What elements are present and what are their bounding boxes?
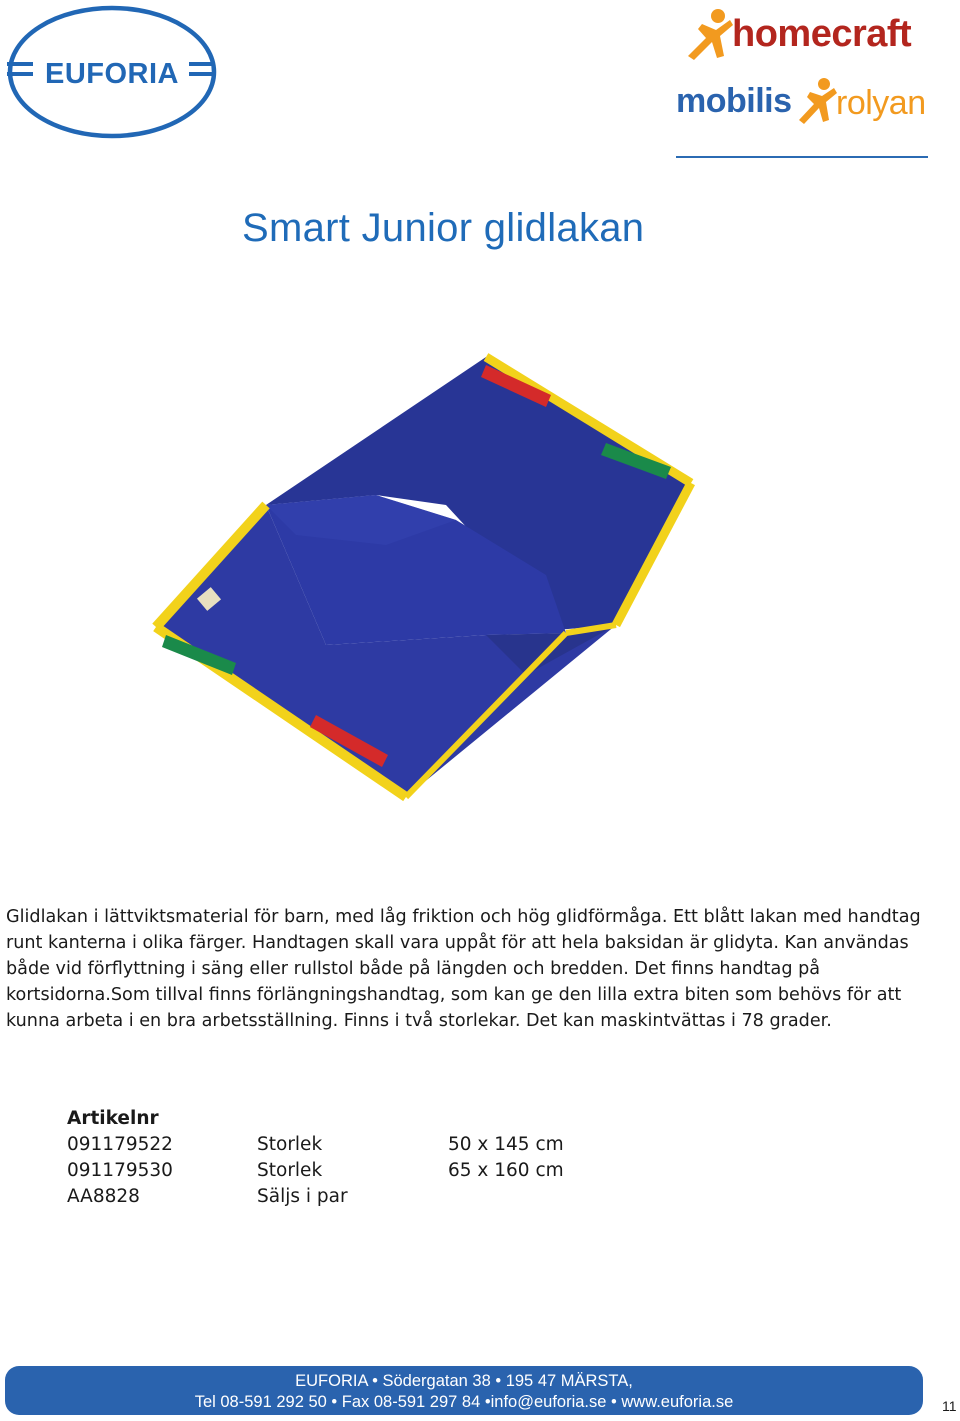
homecraft-logo-text: homecraft bbox=[732, 13, 912, 55]
euforia-logo bbox=[5, 4, 217, 140]
product-photo bbox=[126, 345, 751, 823]
article-value: 65 x 160 cm bbox=[448, 1160, 564, 1181]
person-figure-icon bbox=[799, 78, 837, 124]
article-number: 091179530 bbox=[67, 1160, 173, 1181]
article-value: 50 x 145 cm bbox=[448, 1134, 564, 1155]
table-row bbox=[67, 1132, 564, 1158]
footer-address: EUFORIA • Södergatan 38 • 195 47 MÄRSTA, bbox=[295, 1372, 633, 1390]
footer-contact: Tel 08-591 292 50 • Fax 08-591 297 84 •info@euforia.se • www.euforia.se bbox=[194, 1393, 734, 1411]
person-figure-icon bbox=[688, 9, 733, 60]
table-row bbox=[67, 1158, 564, 1184]
article-label: Säljs i par bbox=[257, 1186, 348, 1207]
article-label: Storlek bbox=[257, 1134, 323, 1155]
article-heading: Artikelnr bbox=[67, 1108, 159, 1129]
mobilis-logo-text: mobilis bbox=[676, 82, 792, 120]
page-title: Smart Junior glidlakan bbox=[242, 206, 645, 250]
page-number: 11 bbox=[942, 1398, 957, 1414]
article-label: Storlek bbox=[257, 1160, 323, 1181]
header-rule bbox=[676, 156, 928, 158]
euforia-logo-text: EUFORIA bbox=[45, 58, 179, 90]
rolyan-logo-text: rolyan bbox=[836, 84, 926, 122]
article-table bbox=[67, 1106, 564, 1210]
table-row bbox=[67, 1184, 348, 1210]
article-number: AA8828 bbox=[67, 1186, 140, 1207]
article-number: 091179522 bbox=[67, 1134, 173, 1155]
footer-contact-bar bbox=[5, 1366, 923, 1415]
homecraft-logo bbox=[680, 6, 930, 66]
mobilis-rolyan-logo bbox=[676, 74, 932, 126]
product-description: Glidlakan i lättviktsmaterial för barn, med låg friktion och hög glidförmåga. Ett blått lakan med handtag runt kanterna i olika färger. Handtagen skall vara uppåt för att hela baksidan är glidyta. Kan användas både vid förflyttning i säng eller rullstol både på längden och bredden. Det finns handtag på kortsidorna.Som tillval finns förlängningshandtag, som kan ge den lilla extra biten som behövs för att kunna arbeta i en bra arbetsställning. Finns i två storlekar. Det kan maskintvättas i 78 grader. bbox=[6, 907, 921, 1031]
